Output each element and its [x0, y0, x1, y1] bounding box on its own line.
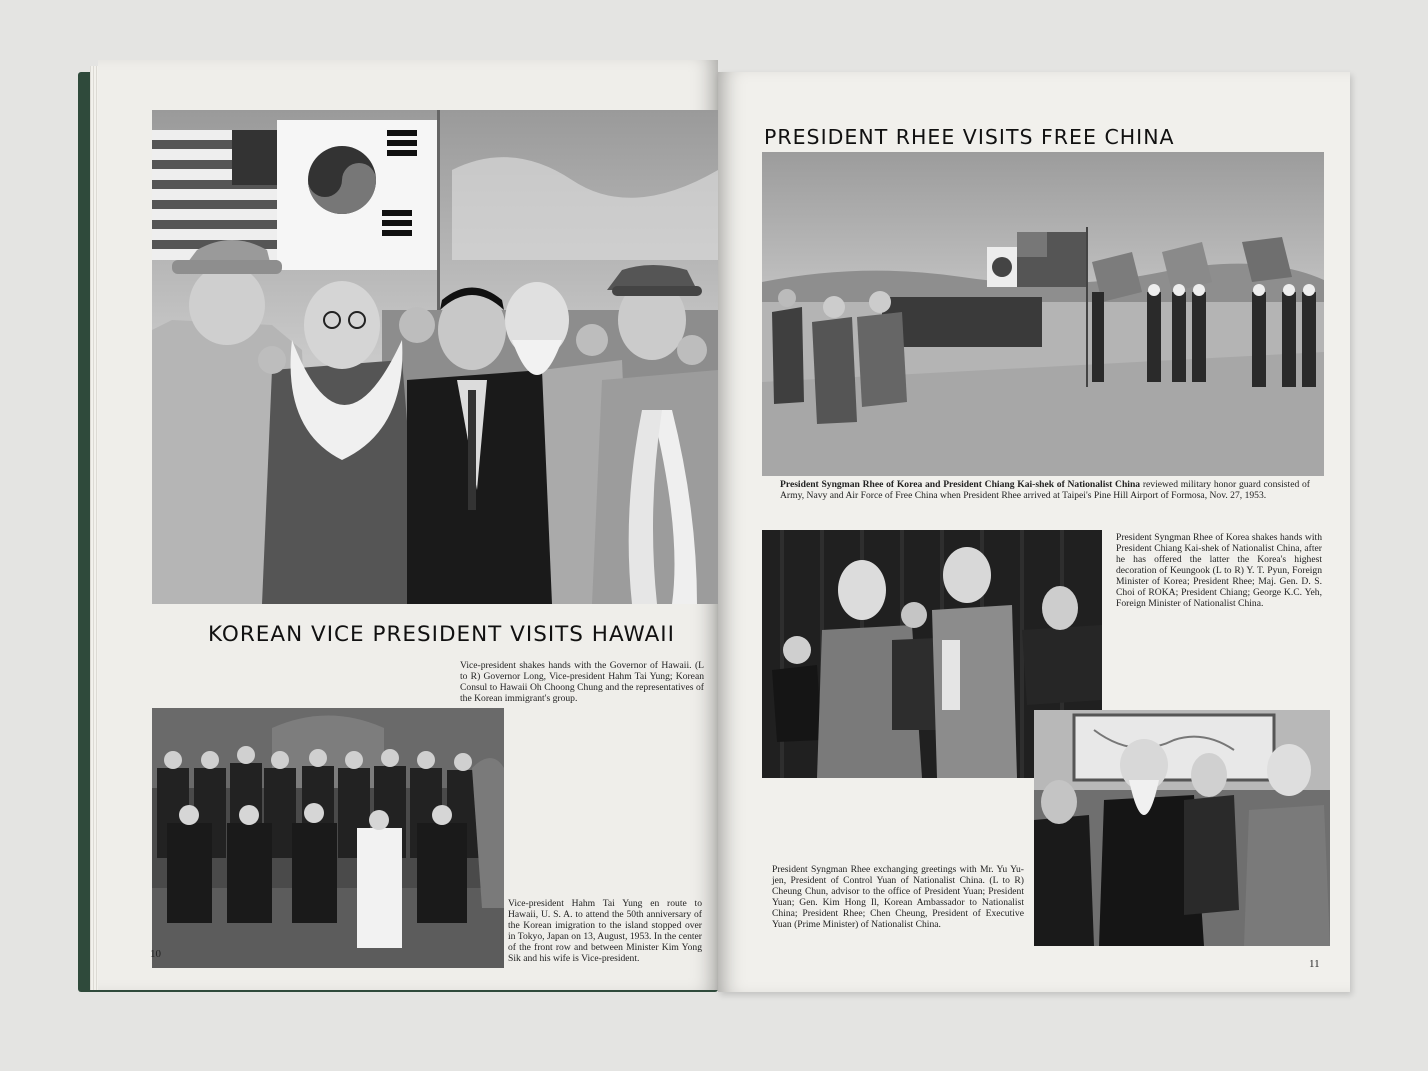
right-headline: PRESIDENT RHEE VISITS FREE CHINA — [764, 125, 1175, 149]
right-caption-1-rest: reviewed military honor guard consisted of Army, Navy and Air Force of Free China when President Rhee arrived at Taipei's Pine Hill Airport of Formosa, Nov. 27, 1953. — [780, 479, 1310, 501]
right-caption-1-bold: President Syngman Rhee of Korea and President Chiang Kai-shek of Nationalist China — [780, 479, 1141, 490]
left-headline: KOREAN VICE PRESIDENT VISITS HAWAII — [208, 622, 675, 647]
right-caption-1 — [780, 480, 1310, 501]
right-page-number: 11 — [1309, 958, 1320, 970]
photo-honor-guard — [762, 152, 1324, 476]
left-caption-bottom: Vice-president Hahm Tai Yung en route to Hawaii, U. S. A. to attend the 50th anniversary of the Korean imigration to the island stopped over in Tokyo, Japan on 13, August, 1953. In the center of the front row and between Minister Kim Yong Sik and his wife is Vice-president. — [508, 898, 702, 964]
photo-hawaii-welcome — [152, 110, 718, 604]
left-page-number: 10 — [150, 948, 161, 960]
photo-greetings — [1034, 710, 1330, 946]
right-caption-3: President Syngman Rhee exchanging greetings with Mr. Yu Yu-jen, President of Control Yuan of Nationalist China. (L to R) Cheung Chun, advisor to the office of President Yuan; President Yuan; Gen. Kim Hong Il, Korean Ambassador to Nationalist China; President Rhee; Chen Cheung, President of Executive Yuan (Prime Minister) of Nationalist China. — [772, 864, 1024, 930]
left-caption-top: Vice-president shakes hands with the Governor of Hawaii. (L to R) Governor Long, Vice-president Hahm Tai Yung; Korean Consul to Hawaii Oh Choong Chung and the representatives of the Korean immigrant's group. — [460, 660, 704, 704]
right-caption-2: President Syngman Rhee of Korea shakes hands with President Chiang Kai-shek of Nationalist China, after he has offered the latter the Korea's highest decoration of Keungook (L to R) Y. T. Pyun, Foreign Minister of Korea; President Rhee; Maj. Gen. D. S. Choi of ROKA; President Chiang; George K.C. Yeh, Foreign Minister of Nationalist China. — [1116, 532, 1322, 609]
photo-tokyo-group — [152, 708, 504, 968]
